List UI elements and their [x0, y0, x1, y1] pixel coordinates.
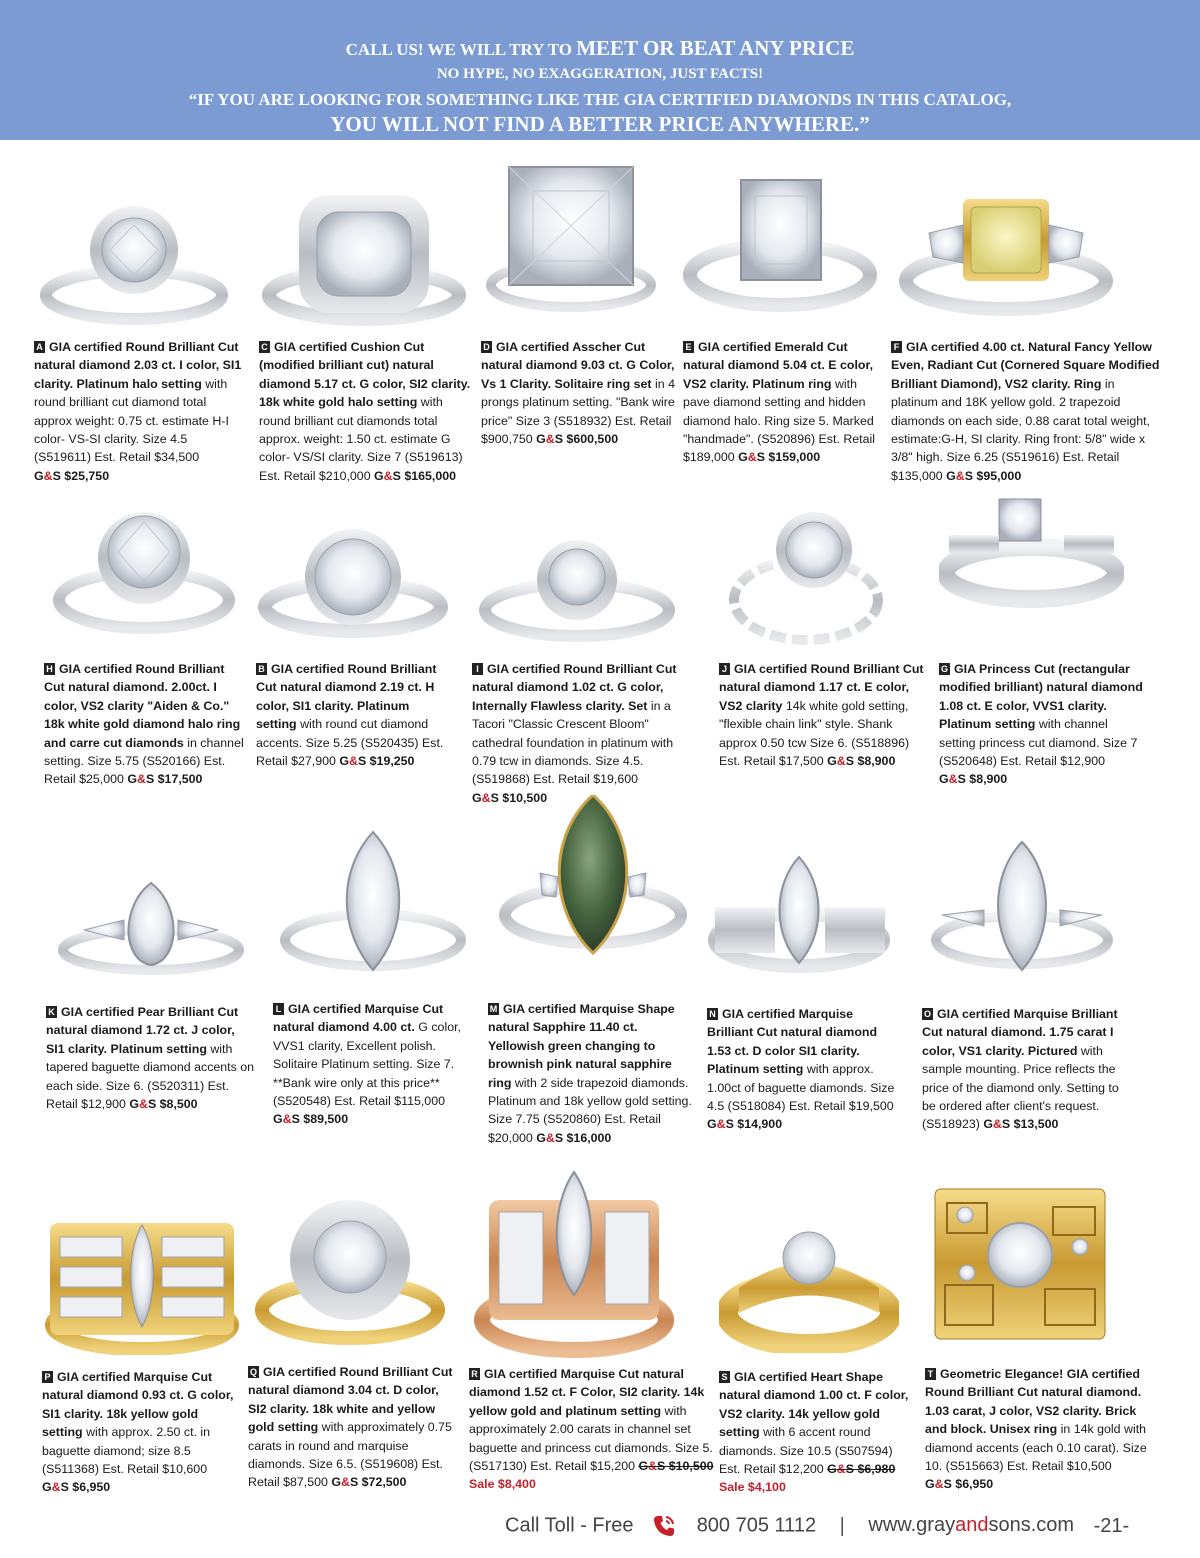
item-letter: E — [683, 341, 694, 353]
ring-photo-c — [259, 190, 469, 330]
banner-line-1-big: MEET OR BEAT ANY PRICE — [576, 36, 855, 60]
product-k[interactable] — [46, 875, 266, 1115]
ampersand: & — [51, 1480, 61, 1495]
ring-photo-r — [469, 1170, 679, 1360]
item-title: GIA certified Pear Brilliant Cut natural diamond 1.72 ct. J color, SI1 clarity. Platinum setting — [46, 1005, 239, 1056]
ring-photo-o — [922, 840, 1122, 980]
item-letter: S — [719, 1371, 730, 1383]
item-title: GIA certified Round Brilliant Cut natural diamond 3.04 ct. D color, SI2 clarity. 18k white and yellow gold setting — [248, 1365, 453, 1435]
gs-price: G&S $25,750 — [34, 468, 110, 483]
item-description: with approx. 2.50 ct. in baguette diamond; size 8.5 (S511368) Est. Retail $10,600 — [42, 1425, 211, 1477]
item-title: GIA Princess Cut (rectangular modified brilliant) natural diamond 1.08 ct. E color, VVS1 clarity. Platinum setting — [939, 662, 1143, 732]
item-description: in a Tacori "Classic Crescent Bloom" cathedral foundation in platinum with 0.79 tcw in diamonds. Size 4.5. (S519868) Est. Retail $19,600 — [472, 698, 674, 787]
ring-photo-e — [683, 170, 878, 315]
ring-photo-n — [707, 855, 892, 980]
item-title: GIA certified Emerald Cut natural diamond 5.04 ct. E color, VS2 clarity. Platinum ring — [683, 340, 874, 391]
gs-price: G&S $19,250 — [339, 754, 415, 769]
item-letter: F — [891, 341, 902, 353]
item-letter: M — [489, 1004, 498, 1014]
sale-price: Sale $8,400 — [469, 1477, 536, 1492]
ampersand: & — [137, 772, 146, 787]
gs-price: G&S $10,500 — [472, 790, 548, 805]
caption-s — [719, 1368, 909, 1497]
item-letter: B — [256, 663, 267, 675]
caption-a — [34, 338, 244, 485]
gs-price: G&S $159,000 — [738, 450, 821, 465]
product-e[interactable] — [683, 170, 883, 490]
product-b[interactable] — [256, 525, 456, 775]
ampersand: & — [383, 468, 393, 483]
item-letter: N — [707, 1008, 718, 1020]
item-description: with 6 accent round diamonds. Size 10.5 (S507594) Est. Retail $12,200 — [719, 1425, 893, 1477]
item-description: in 4 prongs platinum setting. "Bank wire price" Size 3 (S518932) Est. Retail $900,750 — [481, 376, 675, 447]
item-description: with 2 side trapezoid diamonds. Platinum and 18k yellow gold setting. Size 7.75 (S520860) Est. Retail $20,000 — [488, 1075, 692, 1145]
ring-photo-q — [248, 1195, 453, 1345]
phone-number-link[interactable]: 800 705 1112 — [696, 1514, 817, 1537]
item-title: GIA certified Marquise Brilliant Cut natural diamond 1.53 ct. D color SI1 clarity. Platinum setting — [707, 1007, 878, 1077]
gs-price: G&S $95,000 — [946, 468, 1022, 483]
item-letter: A — [34, 341, 45, 353]
ampersand: & — [747, 450, 757, 465]
product-r[interactable] — [469, 1170, 719, 1500]
product-q[interactable] — [248, 1195, 463, 1515]
item-description: with round brilliant cut diamonds total approx. weight: 1.50 ct. estimate G color- VS/SI clarity. Size 7 (S519613) Est. Retail $210,000 — [259, 395, 463, 483]
ampersand: & — [955, 468, 965, 483]
item-title: GIA certified Marquise Shape natural Sapphire 11.40 ct. Yellowish green changing to brownish pink natural sapphire ring — [488, 1002, 675, 1090]
item-description: with pave diamond setting and hidden diamond halo. Ring size 5. Marked "handmade". (S520896) Est. Retail $189,000 — [683, 376, 876, 465]
gs-price: G&S $89,500 — [273, 1112, 349, 1127]
product-l[interactable] — [273, 830, 483, 1130]
item-title: Geometric Elegance! GIA certified Round Brilliant Cut natural diamond. 1.03 carat, J color, VS2 clarity. Brick and block. Unisex ring — [925, 1367, 1142, 1437]
gs-price: G&S $600,500 — [536, 432, 619, 447]
item-title: GIA certified Round Brilliant Cut natural diamond 1.02 ct. G color, Internally Flawless clarity. Set — [472, 662, 677, 713]
caption-n — [707, 1005, 902, 1134]
caption-l — [273, 1000, 478, 1129]
caption-b — [256, 660, 451, 770]
item-description: 14k white gold setting, "flexible chain link" style. Shank approx 0.50 tcw Size 6. (S518896) Est. Retail $17,500 — [719, 698, 910, 769]
ring-photo-g — [939, 495, 1124, 615]
item-description: with tapered baguette diamond accents on each side. Size 6. (S520311) Est. Retail $12,900 — [46, 1041, 255, 1112]
item-description: with round brilliant cut diamond total approx weight: 0.75 ct. estimate H-I color- VS-SI clarity. Size 4.5 (S519611) Est. Retail $34,500 — [34, 376, 229, 465]
banner-line-3: “IF YOU ARE LOOKING FOR SOMETHING LIKE THE GIA CERTIFIED DIAMONDS IN THIS CATALOG, — [188, 90, 1012, 109]
ampersand: & — [836, 1462, 846, 1477]
item-letter: O — [923, 1009, 931, 1019]
caption-o — [922, 1005, 1127, 1134]
caption-c — [259, 338, 471, 485]
sale-price: Sale $4,100 — [719, 1480, 786, 1495]
item-letter: L — [273, 1003, 284, 1015]
product-a[interactable] — [34, 195, 244, 495]
caption-t — [925, 1365, 1160, 1494]
item-title: GIA certified Asscher Cut natural diamond 9.03 ct. G Color, Vs 1 Clarity. Solitaire ring set — [481, 340, 675, 391]
banner-line-1-small: CALL US! WE WILL TRY TO — [345, 40, 572, 59]
item-title: GIA certified Heart Shape natural diamond 1.00 ct. F color, VS2 clarity. 14k yellow gold setting — [719, 1370, 909, 1440]
item-letter: R — [469, 1368, 480, 1380]
ring-photo-b — [256, 525, 451, 645]
ampersand: & — [648, 1459, 658, 1474]
item-description: with round cut diamond accents. Size 5.25 (S520435) Est. Retail $27,900 — [256, 717, 444, 769]
old-gs-price: G&S $6,980 — [827, 1462, 896, 1477]
item-description: with channel setting princess cut diamond. Size 7 (S520648) Est. Retail $12,900 — [939, 717, 1138, 769]
ampersand: & — [43, 468, 53, 483]
item-letter: G — [940, 664, 948, 674]
gs-price: G&S $16,000 — [536, 1130, 612, 1145]
website-prefix: www.gray — [868, 1514, 956, 1537]
item-description: in platinum and 18K yellow gold. 2 trapezoid diamonds on each side, 0.88 carat total weight, estimate:G-H, SI clarity. Ring front: 5/8" wide x 3/8" high. Size 6.25 (S519616) Est. Retail $135,000 — [891, 376, 1150, 483]
product-c[interactable] — [259, 190, 471, 510]
footer-contact — [505, 1513, 1129, 1539]
gs-price: G&S $14,900 — [707, 1117, 783, 1132]
ring-photo-a — [34, 195, 234, 330]
product-j[interactable] — [719, 505, 924, 795]
item-description: in 14k gold with diamond accents (each 0.10 carat). Size 10. (S515663) Est. Retail $10,500 — [925, 1422, 1147, 1474]
banner-line-1 — [0, 36, 1200, 61]
item-letter: P — [42, 1371, 53, 1383]
ampersand: & — [282, 1112, 292, 1127]
ring-photo-m — [488, 795, 698, 955]
item-title: GIA certified Round Brilliant Cut natural diamond 2.19 ct. H color, SI1 clarity. Platinum setting — [256, 662, 437, 732]
item-letter: C — [259, 341, 270, 353]
item-letter: I — [472, 663, 483, 675]
item-description: in channel setting. Size 5.75 (S520166) Est. Retail $25,000 — [44, 735, 244, 787]
ampersand: & — [349, 754, 358, 769]
item-letter: T — [925, 1368, 936, 1380]
ring-photo-s — [719, 1218, 899, 1353]
item-title: GIA certified Marquise Cut natural diamond 0.93 ct. G color, SI1 clarity. 18k yellow gold setting — [42, 1370, 234, 1440]
gs-price: G&S $8,500 — [129, 1097, 198, 1112]
item-description: G color, VVS1 clarity, Excellent polish. Solitaire Platinum setting. Size 7. **Bank wire only at this price** (S520548) Est. Retail $115,000 — [273, 1020, 461, 1109]
ring-photo-t — [925, 1185, 1115, 1350]
ring-photo-d — [481, 163, 661, 313]
ampersand: & — [481, 790, 491, 805]
product-g[interactable] — [939, 495, 1149, 795]
item-description: with sample mounting. Price reflects the price of the diamond only. Setting to be ordered after client's request. (S518923) — [922, 1043, 1119, 1132]
caption-f — [891, 338, 1161, 485]
caption-q — [248, 1363, 453, 1492]
product-s[interactable] — [719, 1218, 924, 1503]
ampersand: & — [934, 1477, 944, 1492]
banner-line-2: NO HYPE, NO EXAGGERATION, JUST FACTS! — [436, 66, 764, 82]
gs-price: G&S $6,950 — [42, 1480, 111, 1495]
product-i[interactable] — [472, 535, 702, 805]
gs-price: G&S $6,950 — [925, 1477, 994, 1492]
page-number: -21- — [1093, 1514, 1130, 1537]
product-t[interactable] — [925, 1185, 1170, 1505]
ampersand: & — [948, 772, 958, 787]
ampersand: & — [716, 1117, 726, 1132]
ring-photo-l — [273, 830, 473, 975]
product-h[interactable] — [44, 500, 254, 810]
caption-p — [42, 1368, 242, 1497]
item-letter: K — [46, 1006, 57, 1018]
product-m[interactable] — [488, 795, 698, 1145]
website-link[interactable] — [868, 1514, 1074, 1536]
product-n[interactable] — [707, 855, 917, 1135]
ampersand: & — [545, 432, 555, 447]
gs-price: G&S $8,900 — [827, 754, 896, 769]
gs-price: G&S $17,500 — [127, 772, 203, 787]
ring-photo-h — [44, 500, 244, 640]
item-description: with approx. 1.00ct of baguette diamonds. Size 4.5 (S518084) Est. Retail $19,500 — [707, 1062, 895, 1114]
call-toll-free-label: Call Toll - Free — [505, 1514, 634, 1537]
item-title: GIA certified Round Brilliant Cut natural diamond 1.17 ct. E color, VS2 clarity — [719, 662, 924, 713]
item-letter: J — [719, 663, 730, 675]
gs-price: G&S $72,500 — [331, 1475, 407, 1490]
product-d[interactable] — [481, 163, 681, 473]
ring-photo-k — [46, 875, 256, 985]
ring-photo-p — [42, 1215, 242, 1355]
item-title: GIA certified Round Brilliant Cut natural diamond 2.03 ct. I color, SI1 clarity. Platinum halo setting — [34, 340, 242, 391]
item-description: with approximately 0.75 carats in round and marquise diamonds. Size 6.5. (S519608) Est. Retail $87,500 — [248, 1420, 452, 1490]
ampersand: & — [836, 754, 846, 769]
caption-m — [488, 1000, 693, 1147]
item-description: with approximately 2.00 carats in channel set baguette and princess cut diamonds. Size 5. (S517130) Est. Retail $15,200 — [469, 1403, 713, 1474]
product-f[interactable] — [891, 193, 1161, 493]
promo-banner — [0, 0, 1200, 140]
website-mid: and — [955, 1514, 989, 1537]
item-title: GIA certified Marquise Brilliant Cut natural diamond. 1.75 carat I color, VS1 clarity. Pictured — [922, 1007, 1118, 1058]
item-title: GIA certified Cushion Cut (modified brilliant cut) natural diamond 5.17 ct. G color, SI2 clarity. 18k white gold halo setting — [259, 340, 471, 410]
ring-photo-i — [472, 535, 682, 650]
item-letter: Q — [249, 1367, 257, 1377]
ampersand: & — [341, 1475, 350, 1490]
item-title: GIA certified Marquise Cut natural diamond 1.52 ct. F Color, SI2 clarity. 14k yellow gold and platinum setting — [469, 1367, 705, 1418]
caption-g — [939, 660, 1144, 789]
item-title: GIA certified 4.00 ct. Natural Fancy Yellow Even, Radiant Cut (Cornered Square Modified Brilliant Diamond), VS2 clarity. Ring — [891, 340, 1160, 391]
caption-h — [44, 660, 244, 789]
caption-r — [469, 1365, 719, 1494]
caption-e — [683, 338, 883, 467]
caption-i — [472, 660, 694, 807]
item-title: GIA certified Round Brilliant Cut natural diamond. 2.00ct. I color, VS2 clarity "Aiden & Co." 18k white gold diamond halo ring and carre cut diamonds — [44, 662, 241, 750]
footer-separator: | — [839, 1514, 845, 1537]
item-letter: D — [481, 341, 492, 353]
gs-price: G&S $13,500 — [983, 1117, 1059, 1132]
old-gs-price: G&S $10,500 — [638, 1459, 714, 1474]
gs-price: G&S $8,900 — [939, 772, 1008, 787]
phone-icon — [651, 1513, 677, 1539]
product-o[interactable] — [922, 840, 1142, 1150]
ampersand: & — [545, 1130, 555, 1145]
caption-d — [481, 338, 681, 448]
item-letter: H — [44, 663, 55, 675]
ring-photo-j — [719, 505, 894, 650]
gs-price: G&S $165,000 — [374, 468, 457, 483]
banner-line-4: YOU WILL NOT FIND A BETTER PRICE ANYWHERE.” — [330, 112, 870, 136]
caption-j — [719, 660, 924, 770]
ring-photo-f — [891, 193, 1121, 323]
ampersand: & — [139, 1097, 148, 1112]
website-suffix: sons.com — [988, 1514, 1075, 1537]
item-title: GIA certified Marquise Cut natural diamond 4.00 ct. — [273, 1002, 444, 1035]
product-p[interactable] — [42, 1215, 252, 1500]
caption-k — [46, 1003, 256, 1113]
ampersand: & — [992, 1117, 1002, 1132]
